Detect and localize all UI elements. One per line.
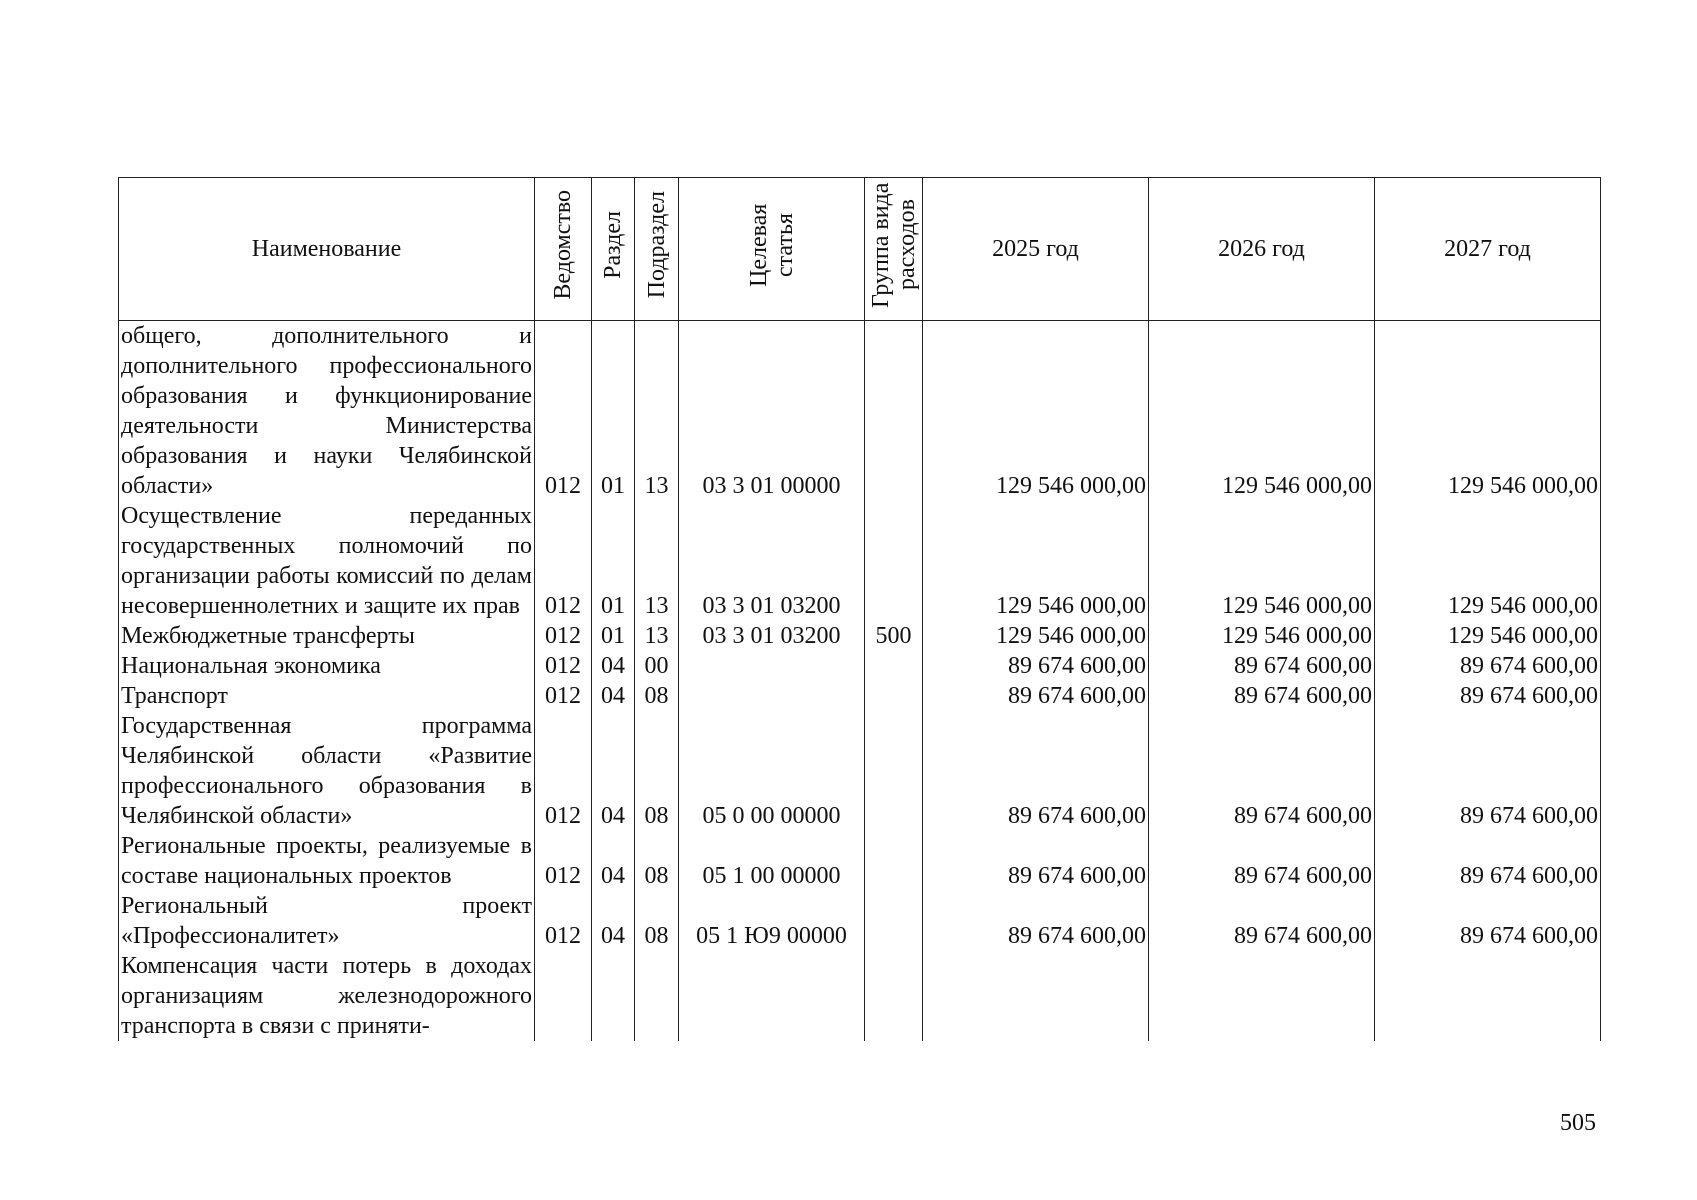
table-row: [119, 711, 1601, 831]
row-amount-2025: 89 674 600,00: [923, 681, 1149, 711]
row-section: 04: [592, 831, 635, 891]
row-amount-2025: 129 546 000,00: [923, 621, 1149, 651]
row-amount-2027: [1375, 951, 1601, 1041]
row-expense-group: [865, 951, 923, 1041]
row-section: 01: [592, 501, 635, 621]
row-subsection: 08: [635, 681, 679, 711]
row-name: Компенсация части потерь в доходах организациям железнодорожного транспорта в связи с приняти-: [119, 951, 535, 1041]
row-subsection: 13: [635, 501, 679, 621]
row-expense-group: [865, 321, 923, 502]
row-name: общего, дополнительного и дополнительного профессионального образования и функционирование деятельности Министерства образования и науки Челябинской области»: [119, 321, 535, 502]
row-target-article: 03 3 01 03200: [679, 621, 865, 651]
row-target-article: 05 1 Ю9 00000: [679, 891, 865, 951]
table-row: [119, 951, 1601, 1041]
row-subsection: 08: [635, 711, 679, 831]
table-header-row: [119, 178, 1601, 321]
header-section-label: Раздел: [600, 211, 626, 279]
row-department: 012: [535, 621, 592, 651]
row-name: Региональные проекты, реализуемые в составе национальных проектов: [119, 831, 535, 891]
row-amount-2026: 89 674 600,00: [1149, 831, 1375, 891]
header-subsection-label: Подраздел: [643, 191, 670, 299]
row-department: 012: [535, 651, 592, 681]
row-amount-2027: 129 546 000,00: [1375, 321, 1601, 502]
row-section: 04: [592, 891, 635, 951]
row-target-article: 03 3 01 00000: [679, 321, 865, 502]
row-department: 012: [535, 891, 592, 951]
row-amount-2026: 129 546 000,00: [1149, 501, 1375, 621]
row-amount-2026: [1149, 951, 1375, 1041]
row-amount-2027: 89 674 600,00: [1375, 651, 1601, 681]
row-expense-group: [865, 501, 923, 621]
header-section: [592, 178, 635, 321]
row-name: Транспорт: [119, 681, 535, 711]
header-target-article-label: Целевая статья: [745, 203, 798, 287]
row-target-article: 05 1 00 00000: [679, 831, 865, 891]
row-expense-group: [865, 711, 923, 831]
row-department: [535, 951, 592, 1041]
row-subsection: 08: [635, 831, 679, 891]
row-expense-group: [865, 891, 923, 951]
table-row: [119, 501, 1601, 621]
row-section: 04: [592, 651, 635, 681]
row-amount-2027: 89 674 600,00: [1375, 831, 1601, 891]
header-year-2027: 2027 год: [1375, 178, 1601, 321]
row-name: Государственная программа Челябинской области «Развитие профессионального образования в Челябинской области»: [119, 711, 535, 831]
table-row: [119, 681, 1601, 711]
row-amount-2025: 89 674 600,00: [923, 891, 1149, 951]
row-subsection: 13: [635, 321, 679, 502]
row-name: Национальная экономика: [119, 651, 535, 681]
row-section: [592, 951, 635, 1041]
row-section: 04: [592, 711, 635, 831]
row-amount-2025: 89 674 600,00: [923, 711, 1149, 831]
table-row: [119, 831, 1601, 891]
row-subsection: 13: [635, 621, 679, 651]
row-amount-2027: 89 674 600,00: [1375, 711, 1601, 831]
row-amount-2025: 129 546 000,00: [923, 321, 1149, 502]
row-subsection: 08: [635, 891, 679, 951]
row-amount-2027: 129 546 000,00: [1375, 621, 1601, 651]
table-row: [119, 651, 1601, 681]
row-expense-group: [865, 831, 923, 891]
header-year-2026: 2026 год: [1149, 178, 1375, 321]
row-name: Осуществление переданных государственных полномочий по организации работы комиссий по делам несовершеннолетних и защите их прав: [119, 501, 535, 621]
row-expense-group: [865, 651, 923, 681]
table-row: [119, 891, 1601, 951]
header-target-article: [679, 178, 865, 321]
row-amount-2025: [923, 951, 1149, 1041]
row-amount-2027: 89 674 600,00: [1375, 681, 1601, 711]
row-target-article: [679, 651, 865, 681]
header-expense-group-label: Группа вида расходов: [867, 182, 920, 308]
header-subsection: [635, 178, 679, 321]
row-name: Межбюджетные трансферты: [119, 621, 535, 651]
row-section: 01: [592, 321, 635, 502]
header-department-label: Ведомство: [550, 190, 576, 300]
header-expense-group: [865, 178, 923, 321]
row-amount-2026: 89 674 600,00: [1149, 891, 1375, 951]
row-subsection: 00: [635, 651, 679, 681]
row-department: 012: [535, 831, 592, 891]
row-department: 012: [535, 711, 592, 831]
row-department: 012: [535, 321, 592, 502]
row-amount-2026: 129 546 000,00: [1149, 321, 1375, 502]
row-amount-2025: 129 546 000,00: [923, 501, 1149, 621]
row-department: 012: [535, 681, 592, 711]
row-amount-2026: 89 674 600,00: [1149, 651, 1375, 681]
row-amount-2026: 89 674 600,00: [1149, 681, 1375, 711]
header-department: [535, 178, 592, 321]
header-name: Наименование: [119, 178, 535, 321]
row-subsection: [635, 951, 679, 1041]
row-expense-group: [865, 681, 923, 711]
table-row: [119, 621, 1601, 651]
row-target-article: 03 3 01 03200: [679, 501, 865, 621]
row-amount-2025: 89 674 600,00: [923, 831, 1149, 891]
table-row: [119, 321, 1601, 502]
row-section: 01: [592, 621, 635, 651]
row-amount-2026: 89 674 600,00: [1149, 711, 1375, 831]
row-amount-2025: 89 674 600,00: [923, 651, 1149, 681]
row-amount-2027: 89 674 600,00: [1375, 891, 1601, 951]
row-amount-2026: 129 546 000,00: [1149, 621, 1375, 651]
row-name: Региональный проект «Профессионалитет»: [119, 891, 535, 951]
row-amount-2027: 129 546 000,00: [1375, 501, 1601, 621]
page-number: 505: [1560, 1110, 1596, 1136]
row-department: 012: [535, 501, 592, 621]
row-target-article: [679, 951, 865, 1041]
row-expense-group: 500: [865, 621, 923, 651]
row-target-article: [679, 681, 865, 711]
row-target-article: 05 0 00 00000: [679, 711, 865, 831]
row-section: 04: [592, 681, 635, 711]
header-year-2025: 2025 год: [923, 178, 1149, 321]
budget-table: [118, 177, 1601, 1041]
